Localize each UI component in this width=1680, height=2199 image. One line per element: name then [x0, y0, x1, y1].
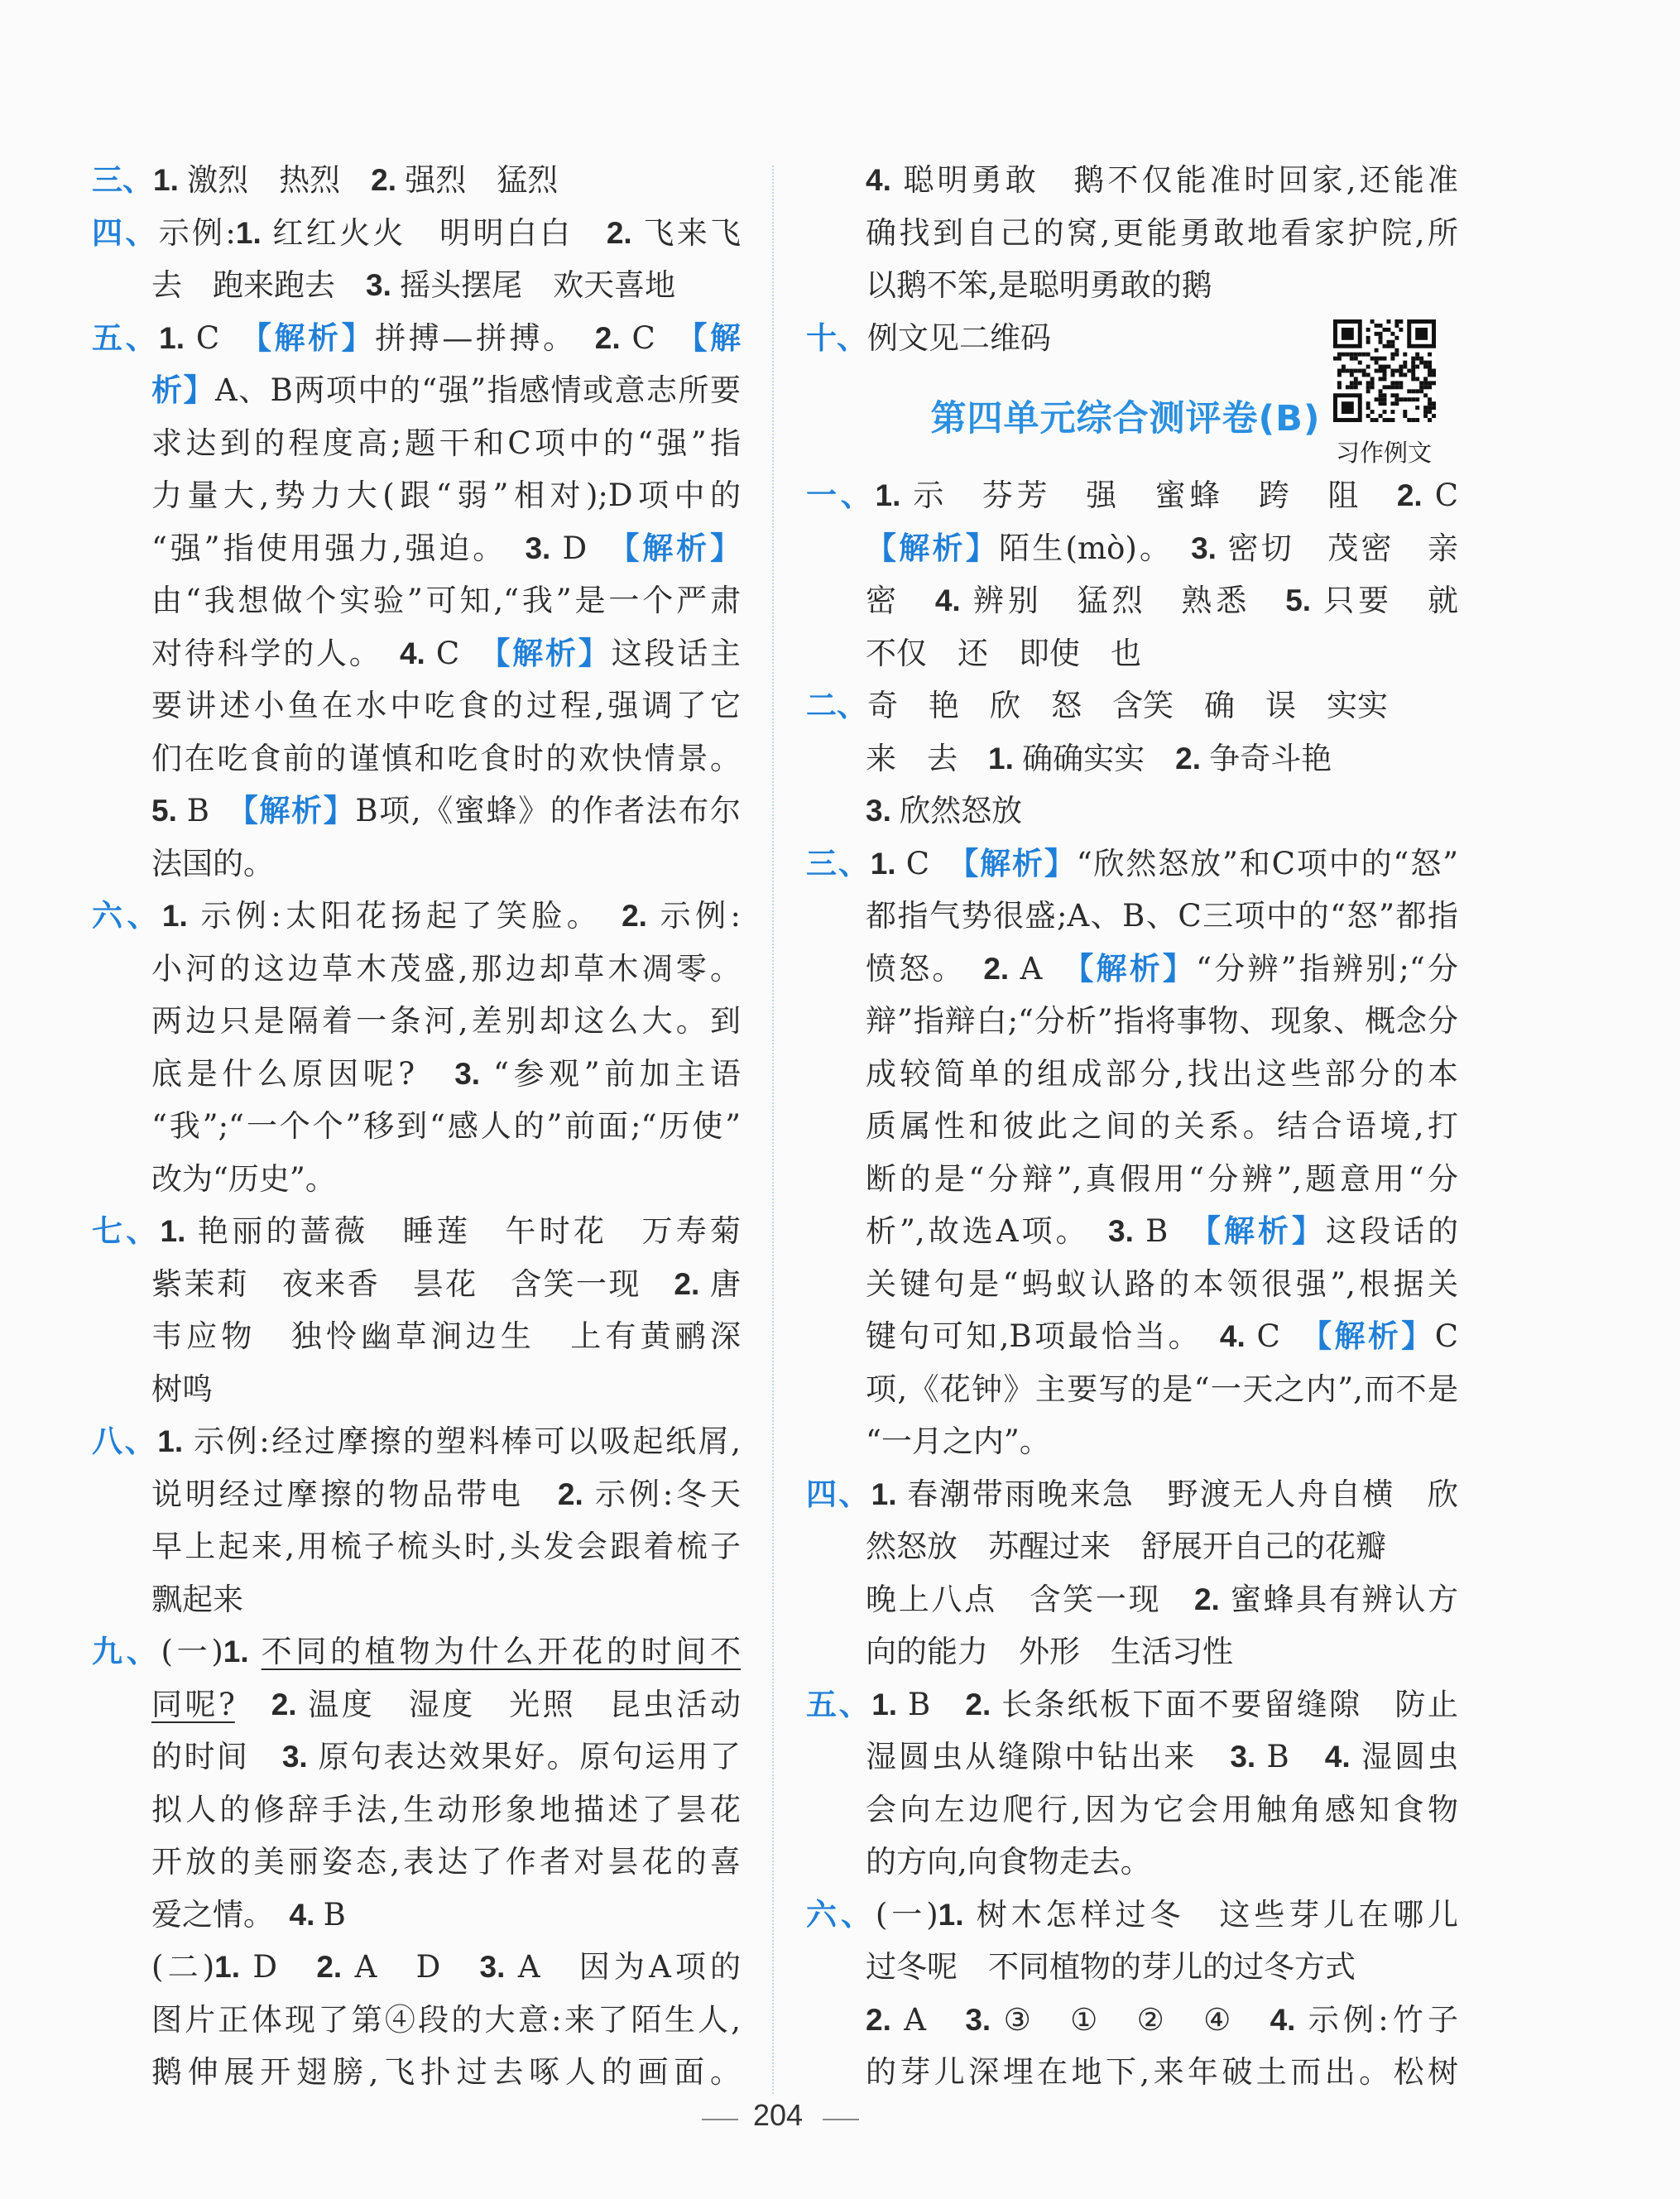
answer-text: 法国的。 — [151, 845, 274, 881]
answer-text: 键句可知,B项最恰当。 — [866, 1318, 1220, 1354]
answer-text: 示例:经过摩擦的塑料棒可以吸起纸屑, — [194, 1424, 741, 1459]
underlined-text: 同呢? — [151, 1686, 235, 1722]
answer-line — [151, 364, 741, 417]
question-number: 4. — [1219, 1319, 1257, 1353]
answer-text: 陌生(mò)。 — [999, 530, 1192, 566]
answer-text: 愤怒。 — [866, 950, 984, 987]
answer-text: 爱之情。 — [151, 1896, 290, 1933]
answer-text: 这段话的 — [1325, 1213, 1458, 1249]
answer-text: C — [435, 635, 495, 671]
answer-text: 密 — [866, 583, 935, 618]
question-number: 3. — [525, 531, 563, 565]
answer-text: 示例: — [158, 214, 236, 251]
analysis-tag: 【解析】 — [1078, 950, 1197, 987]
answer-line — [92, 207, 741, 260]
answer-text: B — [323, 1896, 346, 1933]
answer-text: C — [1256, 1318, 1317, 1354]
answer-text: 来 去 — [866, 740, 988, 776]
answer-text: “一月之内”。 — [866, 1424, 1050, 1459]
answer-text: 向的能力 外形 生活习性 — [866, 1634, 1233, 1669]
answer-line — [92, 1415, 741, 1468]
answer-line — [866, 1573, 1458, 1626]
answer-text: 由“我想做个实验”可知,“我”是一个严肃 — [151, 583, 741, 618]
section-marker: 十、 — [806, 319, 867, 356]
question-number: 2. — [965, 1687, 1002, 1721]
answer-text: 紫茉莉 夜来香 昙花 含笑一现 — [151, 1265, 674, 1302]
question-number: 3. — [866, 794, 900, 828]
answer-text: 图片正体现了第④段的大意:来了陌生人, — [151, 2001, 741, 2038]
answer-text: A D — [354, 1949, 480, 1985]
answer-text: “参观”前加主语 — [492, 1055, 741, 1092]
answer-line — [806, 1468, 1458, 1521]
question-number: 1. — [159, 320, 196, 355]
answer-line — [866, 154, 1458, 207]
section-marker: 九、 — [92, 1634, 161, 1669]
section-marker: 四、 — [806, 1476, 871, 1512]
answer-text: 求达到的程度高;题干和C项中的“强”指 — [151, 425, 741, 461]
answer-line — [866, 890, 1458, 943]
answer-text: 例文见二维码 — [867, 319, 1051, 356]
answer-line — [866, 785, 1022, 838]
page-number: 204 — [752, 2098, 804, 2132]
answer-text: 说明经过摩擦的物品带电 — [151, 1476, 558, 1512]
answer-text — [235, 1687, 271, 1722]
answer-line — [151, 1258, 741, 1311]
question-number: 2. — [1175, 741, 1210, 775]
answer-line — [151, 1678, 741, 1731]
answer-text: 关键句是“蚂蚁认路的本领很强”,根据关 — [866, 1265, 1458, 1302]
answer-text: 开放的美丽姿态,表达了作者对昙花的喜 — [151, 1844, 741, 1880]
answer-text: 树木怎样过冬 这些芽儿在哪儿 — [976, 1896, 1458, 1933]
answer-text: D — [562, 530, 624, 566]
answer-text: 争奇斗艳 — [1209, 740, 1332, 776]
answer-line — [866, 207, 1458, 260]
answer-line — [151, 1153, 336, 1206]
analysis-tag: 【解析】 — [1205, 1213, 1326, 1249]
answer-text: 要讲述小鱼在水中吃食的过程,强调了它 — [151, 688, 741, 723]
answer-line — [866, 1205, 1458, 1258]
answer-line — [92, 1625, 741, 1678]
answer-line — [866, 2046, 1458, 2099]
answer-text: 树鸣 — [151, 1371, 213, 1407]
answer-text: 项,《花钟》主要写的是“一天之内”,而不是 — [866, 1371, 1458, 1407]
answer-text: A、B两项中的“强”指感情或意志所要 — [214, 372, 741, 408]
answer-text: 激烈 热烈 — [187, 162, 372, 198]
analysis-tag: 【解析】 — [256, 319, 376, 356]
qr-caption: 习作例文 — [1335, 439, 1432, 467]
question-number: 1. — [871, 1476, 908, 1511]
answer-line — [866, 1941, 1356, 1994]
answer-line — [806, 312, 1051, 365]
answer-text: 晚上八点 含笑一现 — [866, 1581, 1194, 1617]
answer-text: B — [1266, 1739, 1325, 1774]
question-number: 2. — [271, 1687, 309, 1721]
answer-line — [866, 1784, 1458, 1837]
analysis-tag: 【解析】 — [494, 635, 612, 671]
analysis-tag: 【解析】 — [866, 530, 1000, 566]
answer-text: 示例:竹子 — [1308, 2001, 1458, 2038]
answer-line — [806, 1678, 1458, 1731]
answer-text: C — [631, 319, 692, 356]
section-marker: 一、 — [806, 478, 876, 513]
question-number: 3. — [479, 1950, 518, 1984]
analysis-tag: 【解析】 — [242, 793, 356, 828]
answer-text: (二) — [151, 1949, 215, 1985]
question-number: 1. — [223, 1635, 262, 1668]
question-number: 5. — [1285, 583, 1324, 617]
question-number: 1. — [235, 215, 273, 250]
answer-text: 不仅 还 即使 也 — [866, 635, 1141, 671]
question-number: 4. — [1324, 1740, 1361, 1774]
question-number: 2. — [1193, 1582, 1231, 1616]
question-number: 2. — [983, 951, 1020, 986]
question-number: 4. — [934, 583, 973, 617]
answer-text: C — [195, 319, 257, 356]
answer-text: 成较简单的组成部分,找出这些部分的本 — [866, 1055, 1458, 1092]
answer-text: 的方向,向食物走去。 — [866, 1844, 1151, 1880]
answer-line — [151, 838, 274, 891]
answer-text: 小河的这边草木茂盛,那边却草木凋零。 — [151, 950, 741, 987]
question-number: 2. — [606, 215, 644, 250]
question-number: 4. — [1270, 2002, 1308, 2037]
section-marker: 七、 — [92, 1213, 161, 1249]
answer-text: 长条纸板下面不要留缝隙 防止 — [1001, 1686, 1458, 1722]
answer-text: 示 芬芳 强 蜜蜂 跨 阻 — [913, 478, 1397, 513]
answer-text: 飘起来 — [151, 1581, 243, 1617]
answer-text: 以鹅不笨,是聪明勇敢的鹅 — [866, 267, 1212, 303]
question-number: 1. — [875, 478, 914, 512]
answer-line — [866, 995, 1458, 1048]
answer-text: 飞来飞 — [643, 214, 741, 251]
answer-text: 拼搏—拼搏。 — [375, 319, 595, 356]
question-number: 2. — [1396, 478, 1435, 512]
answer-text: B项,《蜜蜂》的作者法布尔 — [355, 793, 741, 828]
answer-text: “分辨”指辨别;“分 — [1196, 950, 1458, 987]
analysis-tag: 【解析】 — [1316, 1318, 1435, 1354]
answer-text: 过冬呢 不同植物的芽儿的过冬方式 — [866, 1949, 1356, 1985]
answer-line — [866, 943, 1458, 996]
answer-line — [151, 1468, 741, 1521]
answer-text: 改为“历史”。 — [151, 1160, 336, 1197]
answer-text: 春潮带雨晚来急 野渡无人舟自横 欣 — [907, 1476, 1458, 1512]
answer-line — [151, 1100, 741, 1153]
question-number: 3. — [1191, 531, 1228, 565]
answer-text: 鹅伸展开翅膀,飞扑过去啄人的画面。 — [151, 2054, 741, 2090]
section-marker: 六、 — [92, 898, 162, 934]
section-marker: 五、 — [806, 1686, 872, 1722]
question-number: 3. — [281, 1740, 319, 1774]
answer-line — [866, 1363, 1458, 1416]
answer-text: 对待科学的人。 — [151, 635, 400, 671]
answer-line — [866, 1100, 1458, 1153]
answer-text: 聪明勇敢 鹅不仅能准时回家,还能准 — [903, 162, 1458, 198]
question-number: 2. — [316, 1950, 355, 1984]
answer-text: 的芽儿深埋在地下,来年破土而出。松树 — [866, 2054, 1458, 2090]
answer-line — [151, 1573, 243, 1626]
question-number: 2. — [622, 899, 660, 933]
answer-text: “欣然怒放”和C项中的“怒” — [1076, 845, 1458, 881]
answer-line — [151, 417, 741, 470]
answer-line — [866, 1048, 1458, 1101]
answer-line — [151, 943, 741, 996]
answer-line — [151, 1363, 213, 1416]
answer-line — [866, 1258, 1458, 1311]
answer-text: 这段话主 — [611, 635, 741, 671]
answer-line — [151, 1836, 741, 1889]
question-number: 1. — [214, 1950, 253, 1984]
answer-text: 示例:太阳花扬起了笑脸。 — [200, 898, 622, 934]
question-number: 5. — [151, 794, 187, 828]
answer-line — [866, 1153, 1458, 1206]
question-number: 3. — [965, 2002, 1004, 2037]
section-marker: 三、 — [92, 162, 153, 198]
answer-text: 唐 — [710, 1265, 741, 1302]
answer-text: C — [1434, 1318, 1458, 1354]
section-marker: 六、 — [806, 1896, 876, 1933]
answer-line — [92, 154, 558, 207]
answer-text: 析”,故选A项。 — [866, 1213, 1109, 1249]
answer-text: 去 跑来跑去 — [151, 267, 366, 303]
question-number: 3. — [1108, 1214, 1146, 1248]
answer-line — [866, 259, 1212, 312]
answer-text: 拟人的修辞手法,生动形象地描述了昙花 — [151, 1791, 741, 1827]
answer-text: 会向左边爬行,因为它会用触角感知食物 — [866, 1791, 1458, 1827]
answer-text: 质属性和彼此之间的关系。结合语境,打 — [866, 1108, 1458, 1144]
answer-text: 摇头摆尾 欢天喜地 — [400, 267, 676, 303]
answer-text: 艳丽的蔷薇 睡莲 午时花 万寿菊 — [197, 1213, 741, 1249]
answer-text: B — [1145, 1213, 1206, 1249]
answer-line — [92, 312, 741, 365]
answer-text: “我”;“一个个”移到“感人的”前面;“历使” — [151, 1108, 741, 1144]
question-number: 2. — [557, 1476, 595, 1511]
answer-line — [151, 1048, 741, 1101]
answer-text: 湿圆虫从缝隙中钻出来 — [866, 1739, 1231, 1774]
answer-line — [151, 679, 741, 732]
question-number: 4. — [399, 636, 436, 670]
question-number: 1. — [988, 741, 1023, 775]
answer-text: 蜜蜂具有辨认方 — [1230, 1581, 1458, 1617]
answer-line — [866, 1836, 1151, 1889]
answer-line — [806, 1889, 1458, 1942]
answer-line — [151, 995, 741, 1048]
answer-text: 韦应物 独怜幽草涧边生 上有黄鹂深 — [151, 1318, 741, 1354]
answer-line — [866, 1994, 1458, 2047]
answer-text: 原句表达效果好。原句运用了 — [318, 1739, 741, 1774]
answer-text: D — [252, 1949, 317, 1985]
answer-line — [866, 1520, 1386, 1573]
answer-text: 力量大,势力大(跟“弱”相对);D项中的 — [151, 478, 741, 513]
answer-text: 辩”指辩白;“分析”指将事物、现象、概念分 — [866, 1003, 1458, 1039]
analysis-tag: 【解 — [691, 319, 741, 356]
section-marker: 八、 — [92, 1424, 158, 1459]
answer-text: 湿圆虫 — [1361, 1739, 1458, 1774]
answer-text: B — [186, 793, 243, 828]
underlined-text: 不同的植物为什么开花的时间不 — [261, 1634, 741, 1669]
answer-text: 示例: — [660, 898, 741, 934]
question-number: 4. — [289, 1897, 324, 1932]
question-number: 2. — [594, 320, 632, 355]
section-marker: 五、 — [92, 319, 160, 356]
answer-line — [151, 1731, 741, 1784]
answer-text: 密切 茂密 亲 — [1227, 530, 1458, 566]
answer-text: 辨别 猛烈 熟悉 — [972, 583, 1286, 618]
answer-text: (一) — [875, 1896, 938, 1933]
footer-dash-right — [823, 2119, 859, 2120]
answer-line — [866, 1625, 1233, 1678]
answer-line — [151, 2046, 741, 2099]
answer-line — [151, 732, 741, 785]
answer-line — [151, 1889, 346, 1942]
answer-text: B — [907, 1686, 966, 1722]
answer-text: 确找到自己的窝,更能勇敢地看家护院,所 — [866, 214, 1458, 251]
question-number: 4. — [866, 163, 904, 197]
question-number: 3. — [1230, 1740, 1267, 1774]
question-number: 2. — [371, 163, 406, 197]
section-marker: 四、 — [92, 214, 159, 251]
question-number: 1. — [938, 1897, 977, 1932]
answer-text: “强”指使用强力,强迫。 — [151, 530, 526, 566]
question-number: 1. — [161, 899, 201, 933]
answer-text: 示例:冬天 — [594, 1476, 741, 1512]
answer-line — [151, 1941, 741, 1994]
answer-line — [151, 1310, 741, 1363]
answer-text: A — [904, 2001, 966, 2038]
answer-text: 的时间 — [151, 1739, 282, 1774]
answer-text: 早上起来,用梳子梳头时,头发会跟着梳子 — [151, 1529, 741, 1564]
analysis-tag: 【解析】 — [623, 530, 741, 566]
answer-text: 奇 艳 欣 怒 含笑 确 误 实实 — [867, 688, 1388, 723]
answer-text: 温度 湿度 光照 昆虫活动 — [308, 1686, 741, 1722]
answer-text: C — [1434, 478, 1458, 513]
answer-text: 红红火火 明明白白 — [272, 214, 607, 251]
answer-text: 强烈 猛烈 — [405, 162, 559, 198]
answer-text: 只要 就 — [1323, 583, 1458, 618]
answer-text: ③ ① ② ④ — [1003, 2001, 1270, 2038]
answer-text: C — [905, 845, 963, 881]
answer-line — [151, 469, 741, 522]
answer-text: (一) — [161, 1634, 223, 1669]
answer-line — [151, 1994, 741, 2047]
answer-line — [151, 1520, 741, 1573]
answer-text: A — [1020, 950, 1078, 987]
qr-code-icon[interactable] — [1333, 319, 1436, 422]
answer-line — [866, 1731, 1458, 1784]
answer-text: 确确实实 — [1022, 740, 1176, 776]
answer-text: A 因为A项的 — [517, 1949, 741, 1985]
question-number: 1. — [871, 1687, 908, 1721]
answer-line — [866, 1310, 1458, 1363]
answer-line — [806, 679, 1388, 732]
question-number: 1. — [870, 846, 906, 881]
section-marker: 二、 — [806, 688, 867, 723]
analysis-tag: 析】 — [151, 372, 215, 408]
answer-line — [866, 1415, 1050, 1468]
question-number: 3. — [454, 1056, 493, 1091]
question-number: 1. — [153, 163, 188, 197]
answer-text: 欣然怒放 — [900, 793, 1023, 828]
answer-line — [866, 732, 1332, 785]
question-number: 1. — [157, 1424, 194, 1458]
question-number: 2. — [866, 2002, 905, 2037]
answer-line — [92, 890, 741, 943]
question-number: 3. — [366, 268, 401, 302]
answer-line — [151, 259, 675, 312]
question-number: 2. — [674, 1266, 711, 1301]
answer-text: 两边只是隔着一条河,差别却这么大。到 — [151, 1003, 741, 1039]
answer-line — [151, 785, 741, 838]
unit-title: 第四单元综合测评卷(B) — [930, 398, 1321, 439]
answer-line — [866, 574, 1458, 627]
analysis-tag: 【解析】 — [962, 845, 1077, 881]
answer-line — [806, 838, 1458, 891]
answer-line — [866, 627, 1141, 680]
section-marker: 三、 — [806, 845, 871, 881]
answer-line — [806, 469, 1458, 522]
column-divider — [772, 166, 774, 2094]
answer-text: 然怒放 苏醒过来 舒展开自己的花瓣 — [866, 1529, 1386, 1564]
answer-text: 们在吃食前的谨慎和吃食时的欢快情景。 — [151, 740, 741, 776]
answer-line — [151, 627, 741, 680]
answer-line — [92, 1205, 741, 1258]
answer-text: 底是什么原因呢? — [151, 1055, 455, 1092]
answer-line — [866, 522, 1458, 575]
answer-text: 都指气势很盛;A、B、C三项中的“怒”都指 — [866, 898, 1458, 934]
answer-line — [151, 522, 741, 575]
answer-line — [151, 574, 741, 627]
answer-text: 断的是“分辩”,真假用“分辨”,题意用“分 — [866, 1160, 1458, 1197]
question-number: 1. — [160, 1214, 198, 1248]
answer-line — [151, 1784, 741, 1837]
